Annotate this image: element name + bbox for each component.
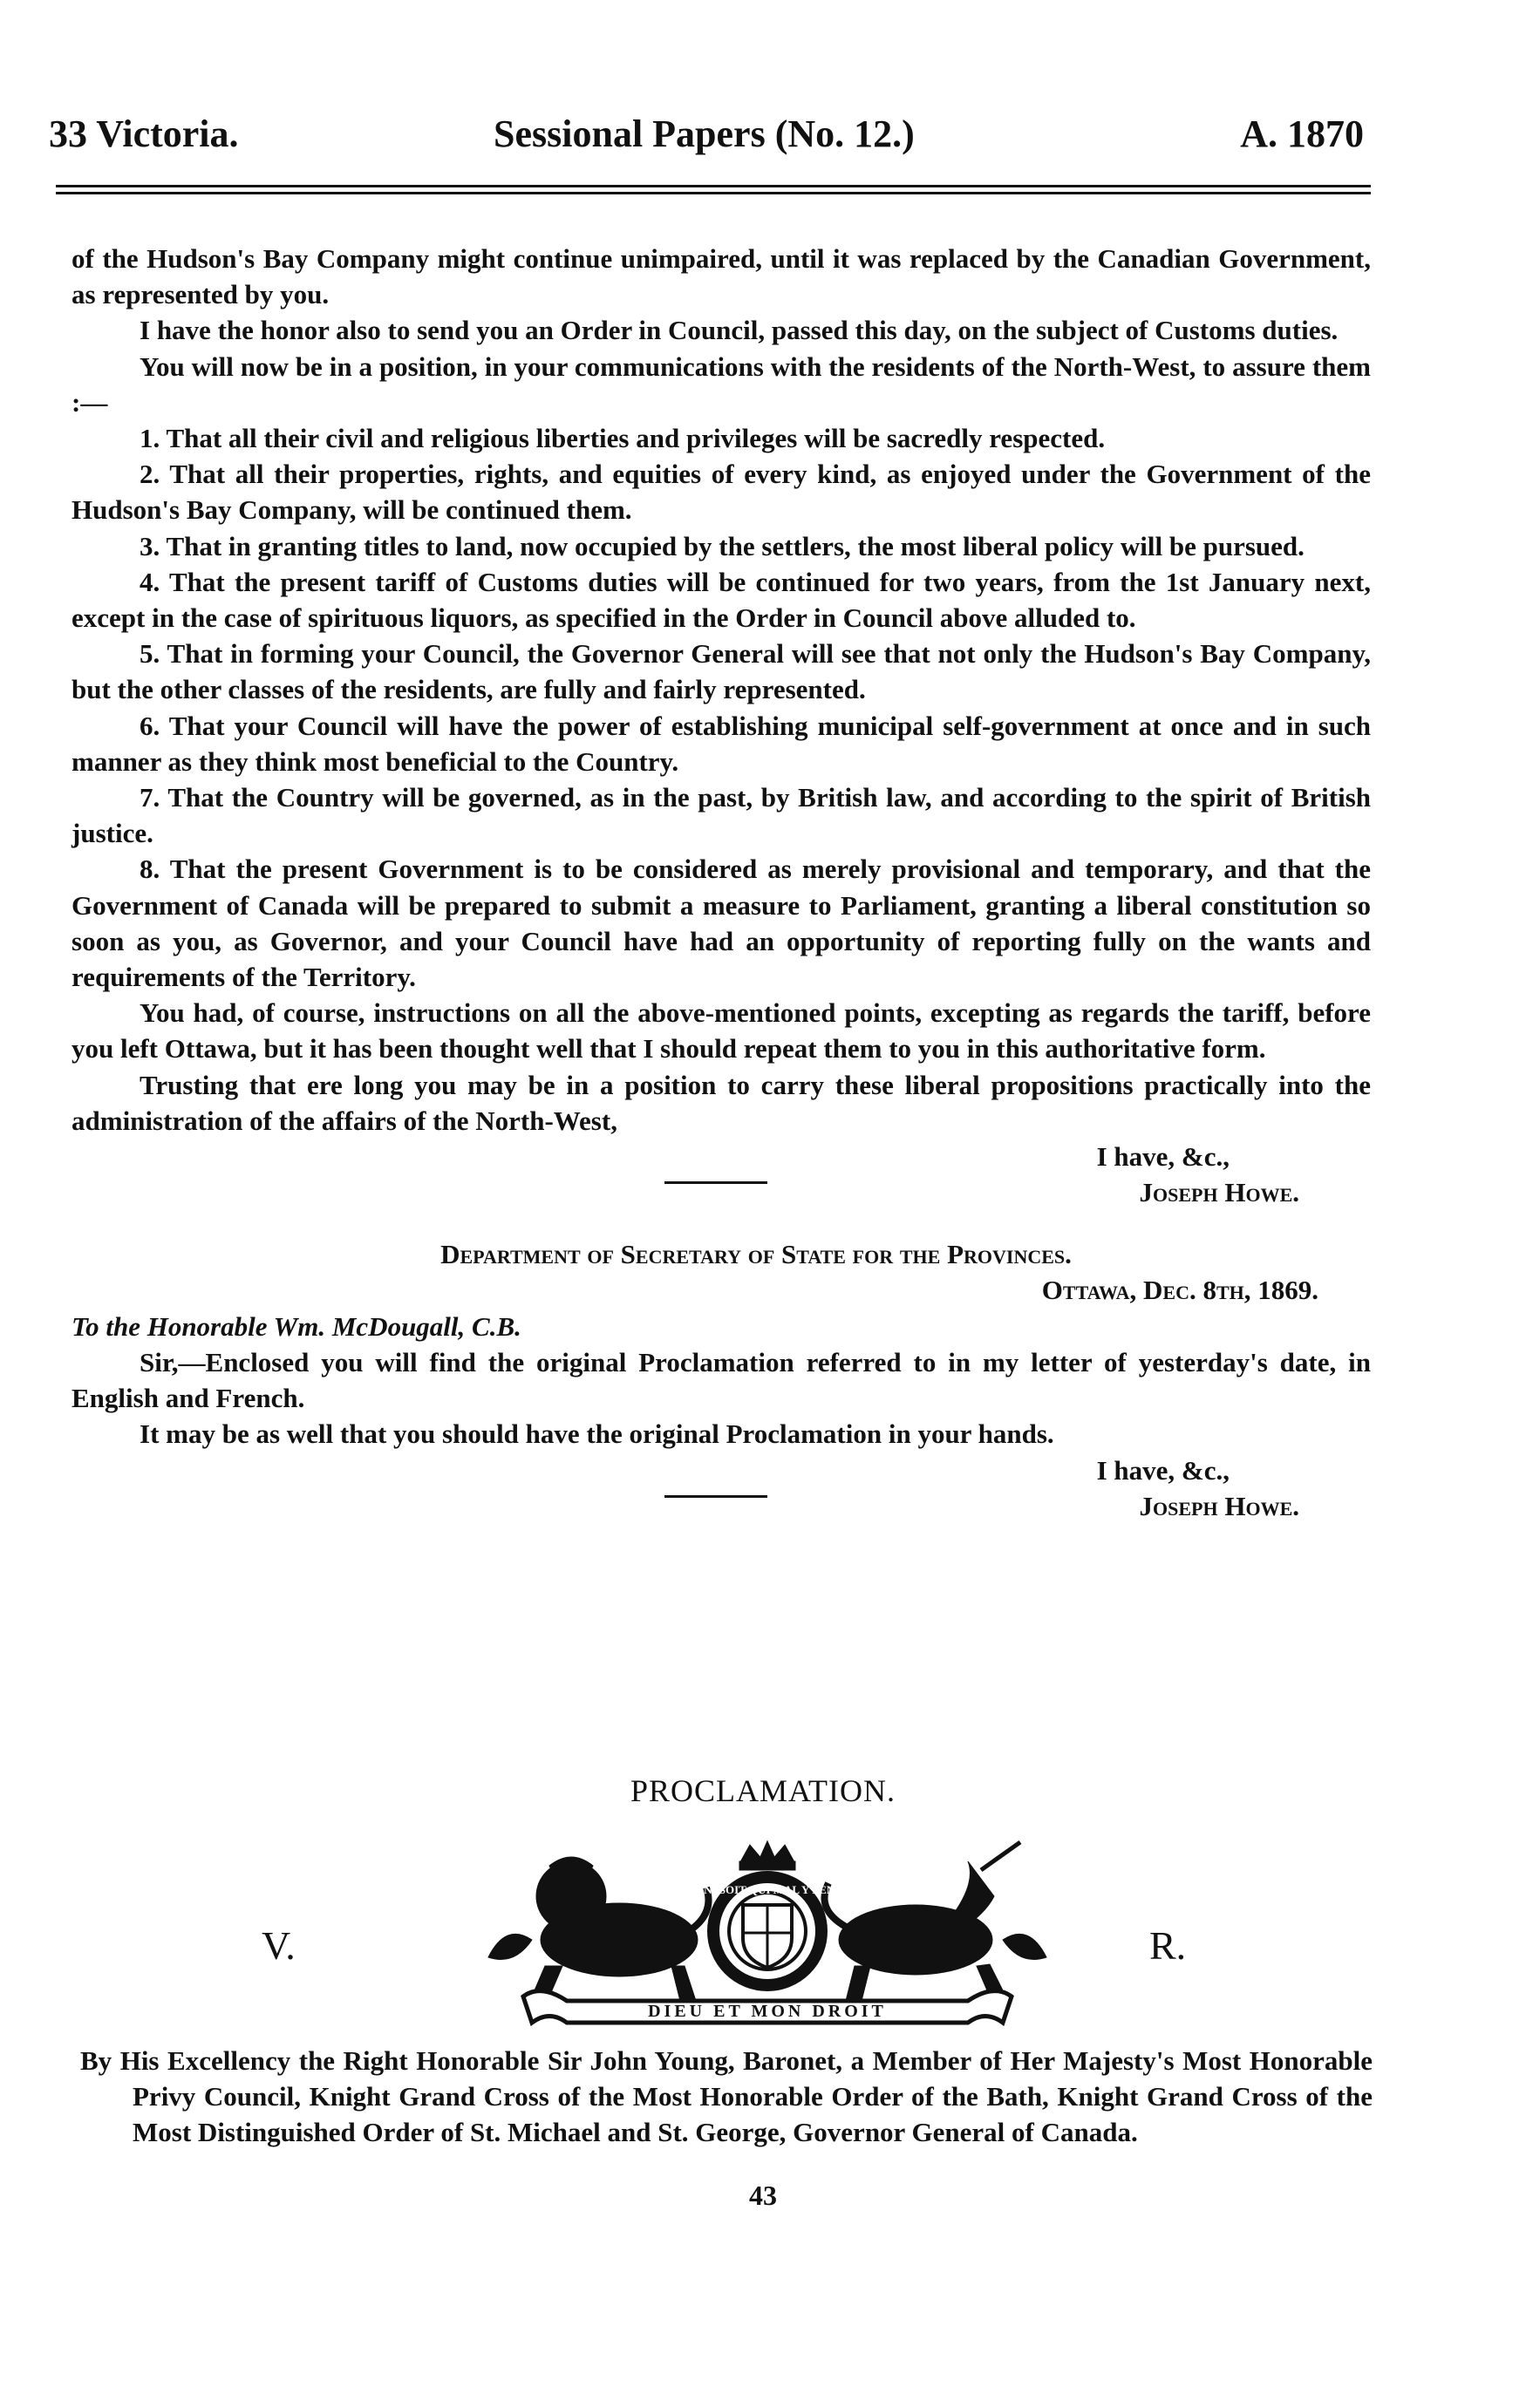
paragraph: I have the honor also to send you an Order in Council, passed this day, on the subject of Customs duties. <box>140 315 1339 346</box>
signature-name: Joseph Howe. <box>1139 1490 1299 1521</box>
letter-body <box>72 241 1371 1524</box>
royal-coat-of-arms-icon <box>419 1835 1116 2036</box>
signature-dash <box>664 1495 767 1498</box>
signature-block <box>72 1139 1371 1174</box>
list-item: 2. That all their properties, rights, and equities of every kind, as enjoyed under the Government of the Hudson's Bay Company, will be continued them. <box>72 459 1371 526</box>
header-volume: 33 Victoria. <box>49 112 239 155</box>
list-item: 8. That the present Government is to be considered as merely provisional and temporary, and that the Government of Canada will be prepared to submit a measure to Parliament, granting a liberal constitution so soon as you, as Governor, and your Council have had an opportunity of reporting fully on the wants and requirements of the Territory. <box>72 854 1371 993</box>
proclamation-preamble <box>80 2043 1373 2150</box>
running-header <box>49 112 1364 164</box>
list-item: 3. That in granting titles to land, now occupied by the settlers, the most liberal policy will be pursued. <box>140 530 1305 561</box>
royal-cipher-left: V. <box>262 1923 296 1968</box>
signature-line <box>72 1174 1371 1210</box>
header-rule-top <box>56 185 1371 187</box>
royal-arms-row <box>0 1835 1526 2036</box>
dateline: Ottawa, Dec. 8th, 1869. <box>1041 1275 1318 1306</box>
list-item: 6. That your Council will have the power of establishing municipal self-government at once and in such manner as they think most beneficial to the Country. <box>72 710 1371 777</box>
signature-name: Joseph Howe. <box>1139 1177 1299 1208</box>
signature-closing: I have, &c., <box>1096 1454 1230 1486</box>
signature-block-2 <box>72 1452 1371 1488</box>
scroll-motto: DIEU ET MON DROIT <box>648 2002 887 2021</box>
paragraph: of the Hudson's Bay Company might continue unimpaired, until it was replaced by the Canadian Government, as represented by you. <box>72 243 1371 310</box>
page-number: 43 <box>749 2180 777 2211</box>
proclamation-body: By His Excellency the Right Honorable Sir John Young, Baronet, a Member of Her Majesty's Most Honorable Privy Council, Knight Grand Cross of the Most Honorable Order of the Bath, Knight Grand Cross of the Most Distinguished Order of St. Michael and St. George, Governor General of Canada. <box>80 2045 1373 2147</box>
list-item: 4. That the present tariff of Customs duties will be continued for two years, from the 1st January next, except in the case of spirituous liquors, as specified in the Order in Council above alluded to. <box>72 566 1371 634</box>
paragraph: Trusting that ere long you may be in a position to carry these liberal propositions practically into the administration of the affairs of the North-West, <box>72 1069 1371 1136</box>
addressee: To the Honorable Wm. McDougall, C.B. <box>72 1310 521 1342</box>
header-rule-bottom <box>56 192 1371 194</box>
header-title: Sessional Papers (No. 12.) <box>494 112 915 155</box>
paragraph: You will now be in a position, in your communications with the residents of the North-West, to assure them :— <box>72 350 1371 418</box>
royal-cipher-right: R. <box>1149 1923 1187 1968</box>
list-item: 1. That all their civil and religious liberties and privileges will be sacredly respected. <box>140 423 1106 454</box>
proclamation-title: PROCLAMATION. <box>630 1773 896 1808</box>
list-item: 7. That the Country will be governed, as in the past, by British law, and according to the spirit of British justice. <box>72 782 1371 849</box>
signature-closing: I have, &c., <box>1096 1141 1230 1173</box>
paragraph: You had, of course, instructions on all the above-mentioned points, excepting as regards the tariff, before you left Ottawa, but it has been thought well that I should repeat them to you in this authoritative form. <box>72 997 1371 1065</box>
department-heading: Department of Secretary of State for the Provinces. <box>440 1239 1072 1270</box>
paragraph: It may be as well that you should have the original Proclamation in your hands. <box>140 1418 1054 1450</box>
header-year: A. 1870 <box>1240 112 1364 155</box>
signature-line-2 <box>72 1488 1371 1524</box>
list-item: 5. That in forming your Council, the Governor General will see that not only the Hudson's Bay Company, but the other classes of the residents, are fully and fairly represented. <box>72 638 1371 705</box>
garter-motto: HONI SOIT QUI MAL Y PENSE <box>685 1883 849 1896</box>
paragraph: Sir,—Enclosed you will find the original Proclamation referred to in my letter of yesterday's date, in English and French. <box>72 1346 1371 1414</box>
signature-dash <box>664 1181 767 1184</box>
